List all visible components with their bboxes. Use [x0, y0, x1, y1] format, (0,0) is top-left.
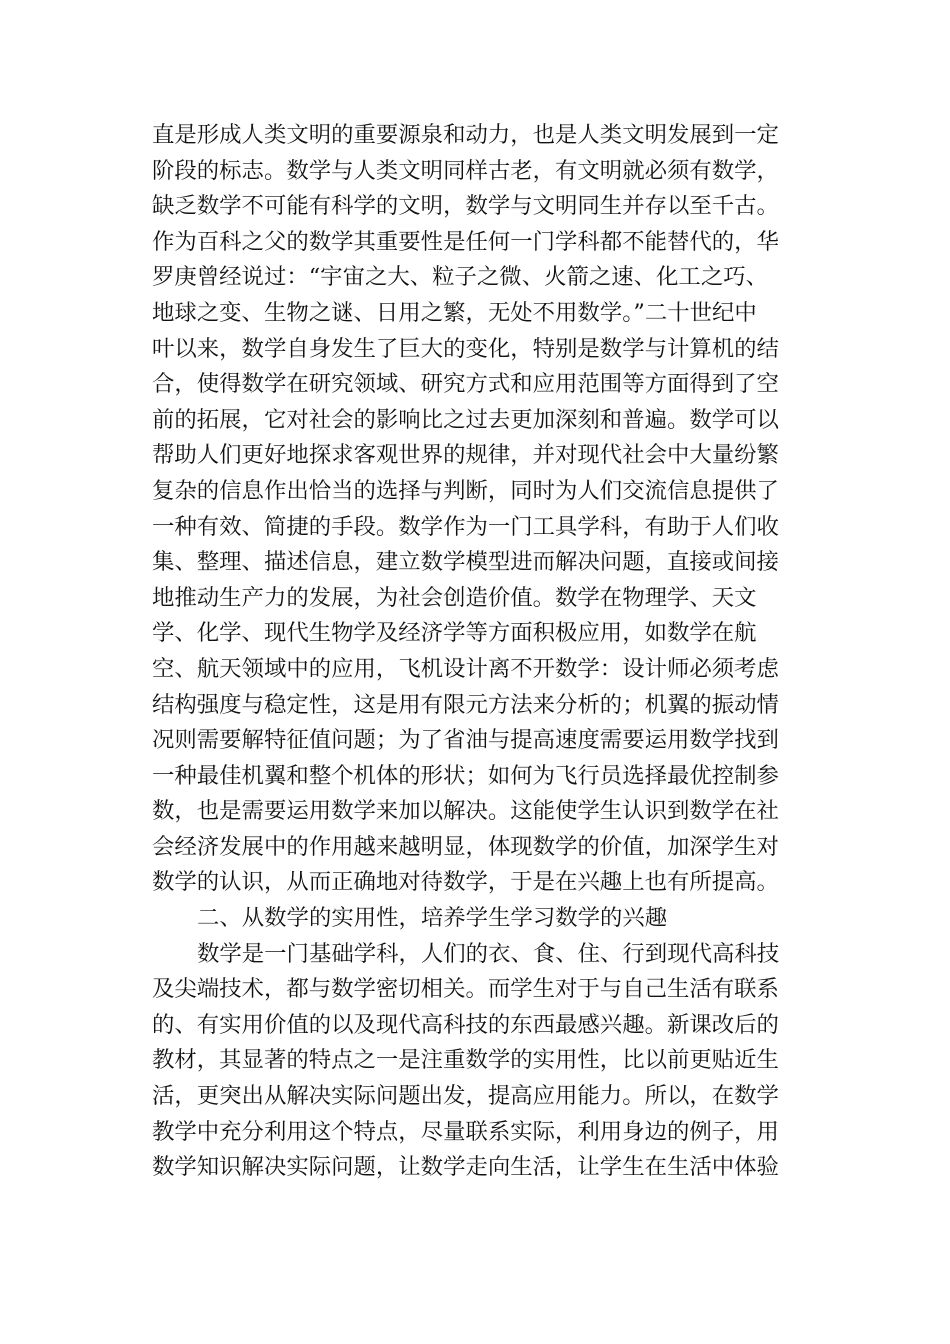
text-line: 活，更突出从解决实际问题出发，提高应用能力。所以，在数学	[152, 1083, 779, 1110]
text-line: 数学是一门基础学科，人们的衣、食、住、行到现代高科技	[197, 940, 780, 967]
text-line: 叶以来，数学自身发生了巨大的变化，特别是数学与计算机的结	[152, 335, 779, 362]
text-line: 地推动生产力的发展，为社会创造价值。数学在物理学、天文	[152, 584, 757, 611]
text-line: 数学知识解决实际问题，让数学走向生活，让学生在生活中体验	[152, 1154, 779, 1181]
text-line: 缺乏数学不可能有科学的文明，数学与文明同生并存以至千古。	[152, 193, 779, 220]
text-line: 数学的认识，从而正确地对待数学，于是在兴趣上也有所提高。	[152, 869, 779, 896]
text-line: 况则需要解特征值问题；为了省油与提高速度需要运用数学找到	[152, 727, 779, 754]
text-line: 结构强度与稳定性，这是用有限元方法来分析的；机翼的振动情	[152, 691, 779, 718]
text-line: 罗庚曾经说过：“宇宙之大、粒子之微、火箭之速、化工之巧、	[152, 264, 768, 291]
text-line: 教材，其显著的特点之一是注重数学的实用性，比以前更贴近生	[152, 1047, 779, 1074]
text-line: 及尖端技术，都与数学密切相关。而学生对于与自己生活有联系	[152, 976, 779, 1003]
text-line: 的、有实用价值的以及现代高科技的东西最感兴趣。新课改后的	[152, 1011, 779, 1038]
text-line: 帮助人们更好地探求客观世界的规律，并对现代社会中大量纷繁	[152, 442, 779, 469]
text-line: 作为百科之父的数学其重要性是任何一门学科都不能替代的，华	[152, 228, 779, 255]
text-line: 集、整理、描述信息，建立数学模型进而解决问题，直接或间接	[152, 549, 779, 576]
text-line: 一种最佳机翼和整个机体的形状；如何为飞行员选择最优控制参	[152, 762, 779, 789]
text-line: 学、化学、现代生物学及经济学等方面积极应用，如数学在航	[152, 620, 757, 647]
body-text	[152, 118, 782, 1186]
text-line: 会经济发展中的作用越来越明显，体现数学的价值，加深学生对	[152, 833, 779, 860]
text-line: 直是形成人类文明的重要源泉和动力，也是人类文明发展到一定	[152, 122, 779, 148]
text-line: 阶段的标志。数学与人类文明同样古老，有文明就必须有数学，	[152, 157, 779, 184]
text-line: 空、航天领域中的应用，飞机设计离不开数学：设计师必须考虑	[152, 655, 779, 682]
text-line: 一种有效、简捷的手段。数学作为一门工具学科，有助于人们收	[152, 513, 779, 540]
text-line: 前的拓展，它对社会的影响比之过去更加深刻和普遍。数学可以	[152, 406, 779, 433]
text-line: 复杂的信息作出恰当的选择与判断，同时为人们交流信息提供了	[152, 477, 779, 504]
text-line: 教学中充分利用这个特点，尽量联系实际，利用身边的例子，用	[152, 1118, 779, 1145]
text-line: 数，也是需要运用数学来加以解决。这能使学生认识到数学在社	[152, 798, 779, 825]
section-heading: 二、从数学的实用性，培养学生学习数学的兴趣	[197, 905, 668, 932]
text-line: 地球之变、生物之谜、日用之繁，无处不用数学。”二十世纪中	[152, 299, 757, 326]
text-line: 合，使得数学在研究领域、研究方式和应用范围等方面得到了空	[152, 371, 779, 398]
